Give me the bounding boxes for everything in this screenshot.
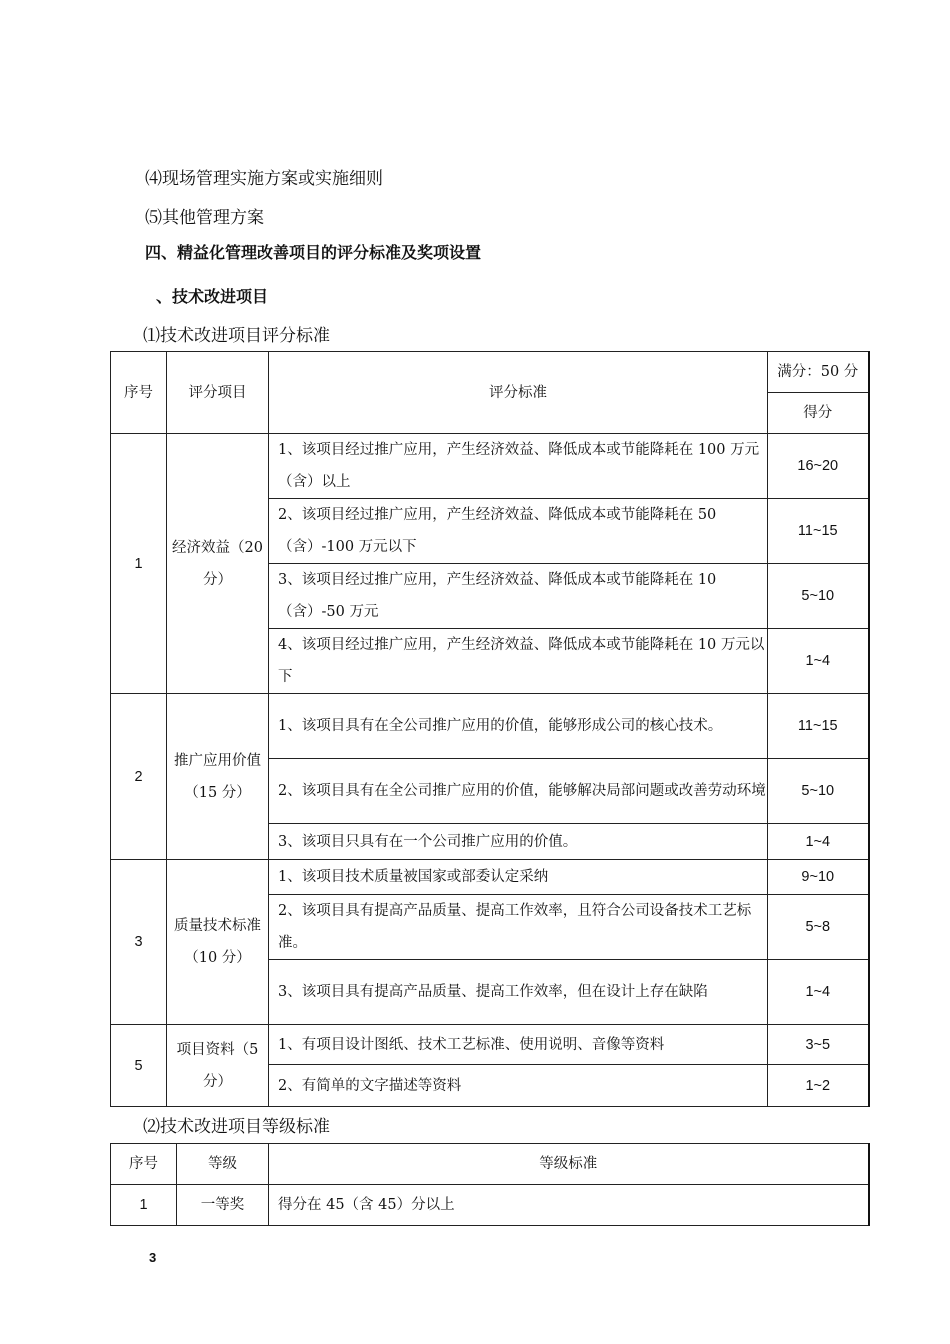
group-no: 3: [111, 860, 167, 1025]
score-cell: 11~15: [768, 499, 869, 564]
criteria-cell: 3、该项目只具有在一个公司推广应用的价值。: [269, 824, 768, 860]
header-level: 等级: [177, 1144, 269, 1185]
header-score: 得分: [768, 393, 869, 434]
header-item: 评分项目: [167, 352, 269, 434]
score-cell: 1~2: [768, 1065, 869, 1107]
criteria-cell: 4、该项目经过推广应用，产生经济效益、降低成本或节能降耗在 10 万元以下: [269, 629, 768, 694]
line-item-5: ⑸其他管理方案: [145, 208, 264, 228]
score-cell: 3~5: [768, 1025, 869, 1065]
criteria-cell: 2、有简单的文字描述等资料: [269, 1065, 768, 1107]
criteria-cell: 1、该项目经过推广应用，产生经济效益、降低成本或节能降耗在 100 万元（含）以上: [269, 434, 768, 499]
group-item: 项目资料（5 分）: [167, 1025, 269, 1107]
level-table: [110, 1143, 870, 1226]
header-criteria: 评分标准: [269, 352, 768, 434]
group-no: 1: [111, 434, 167, 694]
criteria-cell: 1、有项目设计图纸、技术工艺标准、使用说明、音像等资料: [269, 1025, 768, 1065]
score-cell: 1~4: [768, 960, 869, 1025]
header-standard: 等级标准: [269, 1144, 869, 1185]
level-standard: 得分在 45（含 45）分以上: [269, 1185, 869, 1226]
criteria-cell: 3、该项目具有提高产品质量、提高工作效率，但在设计上存在缺陷: [269, 960, 768, 1025]
score-cell: 5~10: [768, 759, 869, 824]
level-no: 1: [111, 1185, 177, 1226]
criteria-cell: 2、该项目具有提高产品质量、提高工作效率，且符合公司设备技术工艺标准。: [269, 895, 768, 960]
score-cell: 16~20: [768, 434, 869, 499]
score-cell: 11~15: [768, 694, 869, 759]
page-number: 3: [149, 1250, 157, 1265]
group-item: 经济效益（20 分）: [167, 434, 269, 694]
header-full-score: 满分：50 分: [768, 352, 869, 393]
header-no: 序号: [111, 1144, 177, 1185]
line-item-4: ⑷现场管理实施方案或实施细则: [145, 169, 383, 189]
group-no: 5: [111, 1025, 167, 1107]
criteria-cell: 2、该项目经过推广应用，产生经济效益、降低成本或节能降耗在 50（含）-100 万元以下: [269, 499, 768, 564]
score-cell: 5~10: [768, 564, 869, 629]
group-item: 推广应用价值（15 分）: [167, 694, 269, 860]
criteria-cell: 2、该项目具有在全公司推广应用的价值，能够解决局部问题或改善劳动环境: [269, 759, 768, 824]
group-no: 2: [111, 694, 167, 860]
section-heading-4: 四、精益化管理改善项目的评分标准及奖项设置: [145, 243, 482, 262]
scoring-table: [110, 351, 870, 1107]
score-cell: 9~10: [768, 860, 869, 895]
table2-caption: ⑵技术改进项目等级标准: [143, 1117, 330, 1137]
subsection-heading-tech: 、技术改进项目: [156, 287, 269, 306]
criteria-cell: 1、该项目技术质量被国家或部委认定采纳: [269, 860, 768, 895]
score-cell: 1~4: [768, 629, 869, 694]
level-name: 一等奖: [177, 1185, 269, 1226]
header-no: 序号: [111, 352, 167, 434]
group-item: 质量技术标准（10 分）: [167, 860, 269, 1025]
table1-caption: ⑴技术改进项目评分标准: [143, 326, 330, 346]
criteria-cell: 3、该项目经过推广应用，产生经济效益、降低成本或节能降耗在 10（含）-50 万元: [269, 564, 768, 629]
score-cell: 5~8: [768, 895, 869, 960]
score-cell: 1~4: [768, 824, 869, 860]
criteria-cell: 1、该项目具有在全公司推广应用的价值，能够形成公司的核心技术。: [269, 694, 768, 759]
